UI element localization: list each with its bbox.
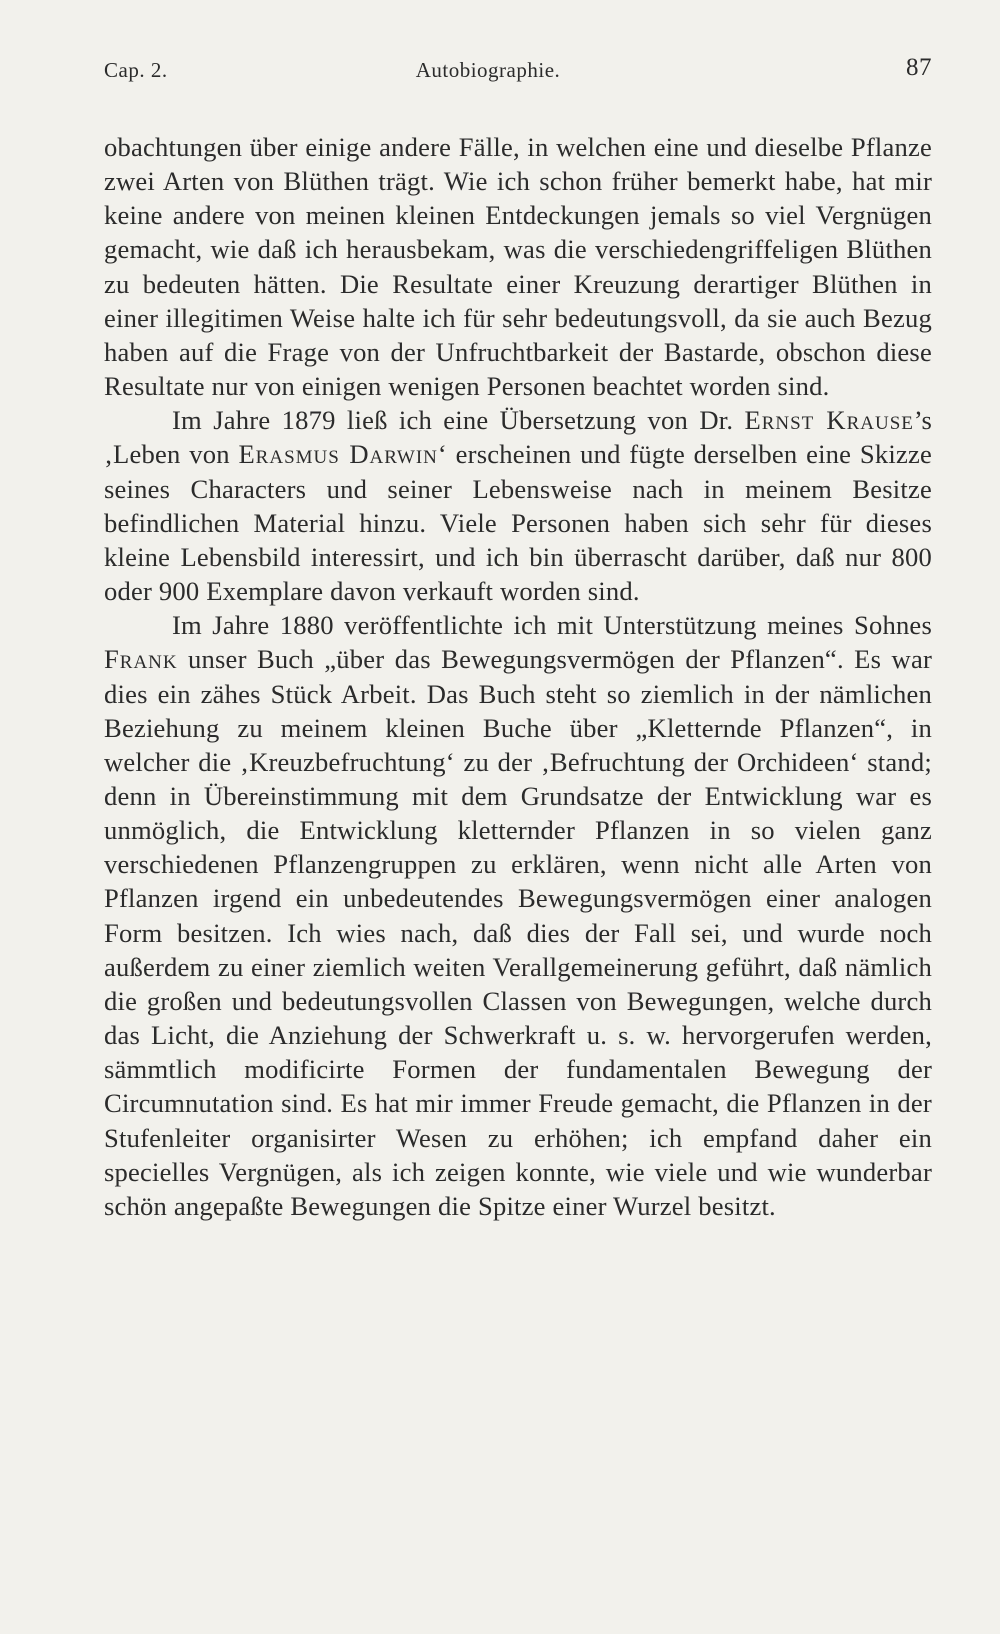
paragraph-3	[104, 608, 932, 1223]
person-name: Ernst Krause	[744, 405, 914, 436]
paragraph-text: obachtungen über einige andere Fälle, in welchen eine und dieselbe Pflanze zwei Arten von Blüthen trägt. Wie ich schon früher bemerkt habe, hat mir keine andere von meinen kleinen Entdeckungen jemals so viel Vergnügen gemacht, wie daß ich herausbekam, was die verschiedengriffeligen Blüthen zu bedeuten hätten. Die Resultate einer Kreuzung derartiger Blüthen in einer illegitimen Weise halte ich für sehr bedeutungsvoll, da sie auch Bezug haben auf die Frage von der Unfruchtbarkeit der Bastarde, obschon diese Resultate nur von einigen wenigen Personen beachtet worden sind.	[104, 132, 932, 402]
person-name: Erasmus Darwin	[238, 439, 438, 470]
chapter-label: Cap. 2.	[104, 58, 168, 82]
paragraph-2	[104, 403, 932, 608]
running-head	[104, 52, 932, 88]
paragraph-text: ’s ‚Leben von	[104, 405, 933, 470]
paragraph-text: ‘ erscheinen und fügte derselben eine Skizze seines Characters und seiner Lebensweise nach in meinem Besitze befindlichen Material hinzu. Viele Personen haben sich sehr für dieses kleine Lebensbild interessirt, und ich bin überrascht darüber, daß nur 800 oder 900 Exemplare davon verkauft worden sind.	[104, 439, 932, 607]
paragraph-text: Im Jahre 1880 veröffentlichte ich mit Unterstützung meines Sohnes	[172, 610, 932, 641]
person-name: Frank	[104, 644, 178, 675]
paragraph-text: unser Buch „über das Bewegungsvermögen der Pflanzen“. Es war dies ein zähes Stück Arbeit. Das Buch steht so ziemlich in der nämlichen Beziehung zu meinem kleinen Buche über „Kletternde Pflanzen“, in welcher die ‚Kreuzbefruchtung‘ zu der ‚Befruchtung der Orchideen‘ stand; denn in Übereinstimmung mit dem Grundsatze der Entwicklung war es unmöglich, die Entwicklung kletternder Pflanzen in so vielen ganz verschiedenen Pflanzengruppen zu erklären, wenn nicht alle Arten von Pflanzen irgend ein unbedeutendes Bewegungsvermögen einer analogen Form besitzen. Ich wies nach, daß dies der Fall sei, und wurde noch außerdem zu einer ziemlich weiten Verallgemeinerung geführt, daß nämlich die großen und bedeutungsvollen Classen von Bewegungen, welche durch das Licht, die Anziehung der Schwerkraft u. s. w. hervorgerufen werden, sämmtlich modificirte Formen der fundamentalen Bewegung der Circumnutation sind. Es hat mir immer Freude gemacht, die Pflanzen in der Stufenleiter organisirter Wesen zu erhöhen; ich empfand daher ein specielles Vergnügen, als ich zeigen konnte, wie viele und wie wunderbar schön angepaßte Bewegungen die Spitze einer Wurzel besitzt.	[104, 644, 932, 1221]
body-text	[104, 130, 932, 1223]
page-number: 87	[906, 54, 932, 81]
running-title: Autobiographie.	[415, 58, 561, 82]
paragraph-1	[104, 130, 932, 403]
paragraph-text: Im Jahre 1879 ließ ich eine Übersetzung von Dr.	[172, 405, 745, 436]
